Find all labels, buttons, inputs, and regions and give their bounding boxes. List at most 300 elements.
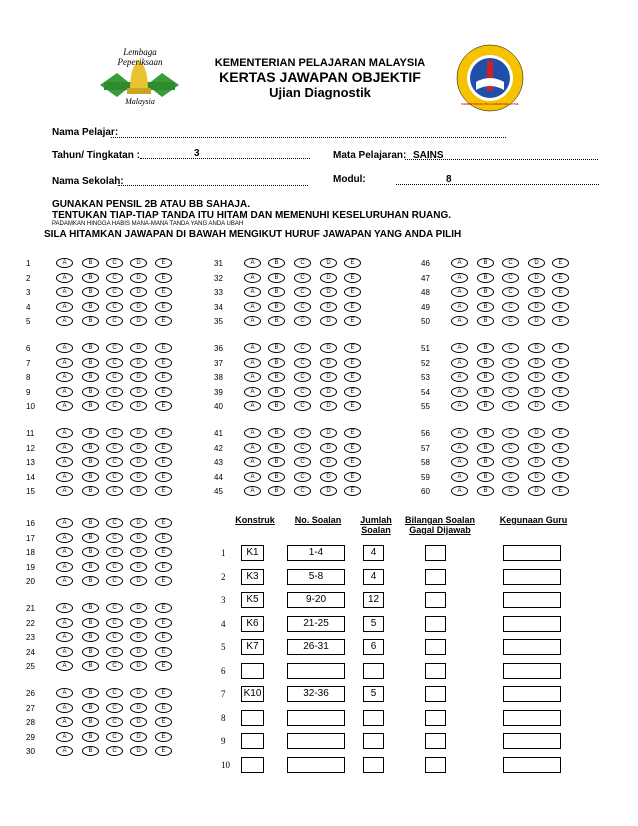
answer-bubble-e[interactable]: E	[155, 547, 172, 557]
answer-bubble-b[interactable]: B	[82, 518, 99, 528]
answer-bubble-e[interactable]: E	[155, 457, 172, 467]
answer-bubble-d[interactable]: D	[528, 443, 545, 453]
answer-bubble-d[interactable]: D	[130, 472, 147, 482]
answer-bubble-c[interactable]: C	[502, 372, 519, 382]
answer-bubble-b[interactable]: B	[82, 302, 99, 312]
answer-bubble-d[interactable]: D	[528, 302, 545, 312]
answer-bubble-c[interactable]: C	[106, 472, 123, 482]
answer-bubble-d[interactable]: D	[130, 518, 147, 528]
answer-bubble-c[interactable]: C	[106, 647, 123, 657]
answer-bubble-d[interactable]: D	[528, 387, 545, 397]
answer-bubble-e[interactable]: E	[155, 518, 172, 528]
answer-bubble-d[interactable]: D	[320, 428, 337, 438]
answer-bubble-c[interactable]: C	[106, 618, 123, 628]
answer-bubble-c[interactable]: C	[294, 287, 311, 297]
answer-bubble-e[interactable]: E	[155, 618, 172, 628]
answer-bubble-d[interactable]: D	[130, 486, 147, 496]
answer-bubble-e[interactable]: E	[344, 358, 361, 368]
answer-bubble-d[interactable]: D	[528, 258, 545, 268]
answer-bubble-d[interactable]: D	[130, 562, 147, 572]
answer-bubble-c[interactable]: C	[106, 576, 123, 586]
answer-bubble-b[interactable]: B	[82, 688, 99, 698]
answer-bubble-d[interactable]: D	[130, 703, 147, 713]
answer-bubble-e[interactable]: E	[155, 443, 172, 453]
answer-bubble-a[interactable]: A	[56, 401, 73, 411]
answer-bubble-a[interactable]: A	[244, 457, 261, 467]
answer-bubble-b[interactable]: B	[82, 703, 99, 713]
answer-bubble-a[interactable]: A	[56, 428, 73, 438]
answer-bubble-b[interactable]: B	[477, 443, 494, 453]
answer-bubble-d[interactable]: D	[130, 343, 147, 353]
answer-bubble-a[interactable]: A	[244, 401, 261, 411]
answer-bubble-e[interactable]: E	[344, 258, 361, 268]
answer-bubble-a[interactable]: A	[244, 316, 261, 326]
answer-bubble-a[interactable]: A	[56, 703, 73, 713]
answer-bubble-d[interactable]: D	[320, 273, 337, 283]
answer-bubble-b[interactable]: B	[268, 401, 285, 411]
answer-bubble-c[interactable]: C	[106, 603, 123, 613]
answer-bubble-b[interactable]: B	[82, 533, 99, 543]
answer-bubble-a[interactable]: A	[56, 472, 73, 482]
answer-bubble-b[interactable]: B	[477, 401, 494, 411]
answer-bubble-d[interactable]: D	[130, 647, 147, 657]
answer-bubble-e[interactable]: E	[344, 287, 361, 297]
answer-bubble-e[interactable]: E	[552, 343, 569, 353]
answer-bubble-a[interactable]: A	[451, 316, 468, 326]
answer-bubble-a[interactable]: A	[451, 343, 468, 353]
answer-bubble-a[interactable]: A	[244, 387, 261, 397]
answer-bubble-d[interactable]: D	[130, 547, 147, 557]
answer-bubble-e[interactable]: E	[155, 661, 172, 671]
answer-bubble-e[interactable]: E	[155, 472, 172, 482]
tahun-field[interactable]	[140, 158, 310, 159]
answer-bubble-e[interactable]: E	[344, 428, 361, 438]
answer-bubble-a[interactable]: A	[56, 387, 73, 397]
answer-bubble-e[interactable]: E	[344, 457, 361, 467]
answer-bubble-a[interactable]: A	[56, 603, 73, 613]
answer-bubble-c[interactable]: C	[106, 401, 123, 411]
answer-bubble-d[interactable]: D	[130, 428, 147, 438]
answer-bubble-b[interactable]: B	[82, 647, 99, 657]
answer-bubble-c[interactable]: C	[502, 401, 519, 411]
answer-bubble-e[interactable]: E	[155, 372, 172, 382]
answer-bubble-d[interactable]: D	[130, 576, 147, 586]
answer-bubble-b[interactable]: B	[268, 287, 285, 297]
answer-bubble-d[interactable]: D	[130, 443, 147, 453]
answer-bubble-d[interactable]: D	[130, 316, 147, 326]
answer-bubble-c[interactable]: C	[502, 387, 519, 397]
bilangan-gagal-cell[interactable]	[425, 545, 446, 561]
answer-bubble-b[interactable]: B	[82, 401, 99, 411]
answer-bubble-a[interactable]: A	[56, 343, 73, 353]
answer-bubble-a[interactable]: A	[56, 746, 73, 756]
answer-bubble-d[interactable]: D	[528, 401, 545, 411]
answer-bubble-d[interactable]: D	[130, 401, 147, 411]
answer-bubble-d[interactable]: D	[320, 457, 337, 467]
answer-bubble-c[interactable]: C	[106, 562, 123, 572]
bilangan-gagal-cell[interactable]	[425, 639, 446, 655]
answer-bubble-b[interactable]: B	[477, 472, 494, 482]
answer-bubble-b[interactable]: B	[477, 316, 494, 326]
answer-bubble-a[interactable]: A	[451, 273, 468, 283]
answer-bubble-a[interactable]: A	[56, 258, 73, 268]
answer-bubble-c[interactable]: C	[106, 703, 123, 713]
answer-bubble-a[interactable]: A	[56, 302, 73, 312]
answer-bubble-e[interactable]: E	[552, 316, 569, 326]
answer-bubble-d[interactable]: D	[528, 428, 545, 438]
answer-bubble-d[interactable]: D	[320, 387, 337, 397]
answer-bubble-d[interactable]: D	[130, 732, 147, 742]
answer-bubble-a[interactable]: A	[451, 358, 468, 368]
answer-bubble-e[interactable]: E	[155, 302, 172, 312]
answer-bubble-e[interactable]: E	[344, 401, 361, 411]
answer-bubble-d[interactable]: D	[130, 688, 147, 698]
answer-bubble-a[interactable]: A	[244, 428, 261, 438]
answer-bubble-a[interactable]: A	[56, 358, 73, 368]
answer-bubble-a[interactable]: A	[56, 562, 73, 572]
answer-bubble-c[interactable]: C	[294, 273, 311, 283]
answer-bubble-b[interactable]: B	[82, 316, 99, 326]
answer-bubble-e[interactable]: E	[155, 343, 172, 353]
answer-bubble-d[interactable]: D	[320, 343, 337, 353]
answer-bubble-e[interactable]: E	[155, 703, 172, 713]
answer-bubble-e[interactable]: E	[552, 457, 569, 467]
answer-bubble-a[interactable]: A	[56, 287, 73, 297]
answer-bubble-a[interactable]: A	[56, 732, 73, 742]
answer-bubble-a[interactable]: A	[56, 576, 73, 586]
answer-bubble-e[interactable]: E	[155, 576, 172, 586]
answer-bubble-b[interactable]: B	[268, 273, 285, 283]
answer-bubble-b[interactable]: B	[477, 358, 494, 368]
answer-bubble-a[interactable]: A	[56, 457, 73, 467]
answer-bubble-a[interactable]: A	[451, 428, 468, 438]
answer-bubble-c[interactable]: C	[106, 688, 123, 698]
answer-bubble-d[interactable]: D	[528, 287, 545, 297]
answer-bubble-b[interactable]: B	[82, 717, 99, 727]
answer-bubble-b[interactable]: B	[477, 287, 494, 297]
answer-bubble-c[interactable]: C	[106, 486, 123, 496]
answer-bubble-b[interactable]: B	[268, 472, 285, 482]
answer-bubble-b[interactable]: B	[268, 443, 285, 453]
answer-bubble-b[interactable]: B	[268, 258, 285, 268]
answer-bubble-b[interactable]: B	[477, 273, 494, 283]
answer-bubble-d[interactable]: D	[528, 472, 545, 482]
answer-bubble-e[interactable]: E	[155, 401, 172, 411]
answer-bubble-e[interactable]: E	[344, 486, 361, 496]
answer-bubble-a[interactable]: A	[451, 457, 468, 467]
answer-bubble-e[interactable]: E	[344, 302, 361, 312]
answer-bubble-c[interactable]: C	[106, 287, 123, 297]
answer-bubble-a[interactable]: A	[244, 472, 261, 482]
answer-bubble-d[interactable]: D	[320, 302, 337, 312]
answer-bubble-e[interactable]: E	[155, 273, 172, 283]
answer-bubble-d[interactable]: D	[320, 443, 337, 453]
bilangan-gagal-cell[interactable]	[425, 569, 446, 585]
answer-bubble-e[interactable]: E	[155, 562, 172, 572]
answer-bubble-a[interactable]: A	[244, 343, 261, 353]
answer-bubble-b[interactable]: B	[82, 258, 99, 268]
answer-bubble-c[interactable]: C	[294, 343, 311, 353]
answer-bubble-a[interactable]: A	[56, 273, 73, 283]
answer-bubble-c[interactable]: C	[294, 302, 311, 312]
answer-bubble-e[interactable]: E	[552, 358, 569, 368]
answer-bubble-a[interactable]: A	[451, 372, 468, 382]
answer-bubble-a[interactable]: A	[56, 717, 73, 727]
answer-bubble-d[interactable]: D	[130, 632, 147, 642]
answer-bubble-d[interactable]: D	[130, 358, 147, 368]
answer-bubble-d[interactable]: D	[528, 457, 545, 467]
answer-bubble-e[interactable]: E	[552, 273, 569, 283]
answer-bubble-e[interactable]: E	[155, 486, 172, 496]
answer-bubble-c[interactable]: C	[106, 533, 123, 543]
answer-bubble-c[interactable]: C	[294, 387, 311, 397]
answer-bubble-c[interactable]: C	[502, 457, 519, 467]
answer-bubble-c[interactable]: C	[294, 486, 311, 496]
answer-bubble-d[interactable]: D	[130, 618, 147, 628]
answer-bubble-d[interactable]: D	[320, 372, 337, 382]
answer-bubble-c[interactable]: C	[294, 457, 311, 467]
answer-bubble-e[interactable]: E	[155, 258, 172, 268]
answer-bubble-c[interactable]: C	[502, 316, 519, 326]
answer-bubble-a[interactable]: A	[56, 688, 73, 698]
answer-bubble-d[interactable]: D	[320, 316, 337, 326]
answer-bubble-c[interactable]: C	[106, 717, 123, 727]
answer-bubble-e[interactable]: E	[552, 387, 569, 397]
answer-bubble-d[interactable]: D	[130, 273, 147, 283]
answer-bubble-a[interactable]: A	[244, 372, 261, 382]
answer-bubble-b[interactable]: B	[477, 486, 494, 496]
answer-bubble-b[interactable]: B	[82, 562, 99, 572]
answer-bubble-a[interactable]: A	[244, 273, 261, 283]
answer-bubble-e[interactable]: E	[552, 258, 569, 268]
answer-bubble-b[interactable]: B	[477, 372, 494, 382]
bilangan-gagal-cell[interactable]	[425, 733, 446, 749]
answer-bubble-b[interactable]: B	[82, 343, 99, 353]
answer-bubble-a[interactable]: A	[56, 618, 73, 628]
answer-bubble-b[interactable]: B	[82, 287, 99, 297]
answer-bubble-e[interactable]: E	[155, 387, 172, 397]
answer-bubble-b[interactable]: B	[82, 576, 99, 586]
kegunaan-guru-cell[interactable]	[503, 686, 561, 702]
answer-bubble-a[interactable]: A	[451, 486, 468, 496]
answer-bubble-e[interactable]: E	[155, 358, 172, 368]
answer-bubble-e[interactable]: E	[552, 287, 569, 297]
answer-bubble-d[interactable]: D	[320, 258, 337, 268]
answer-bubble-c[interactable]: C	[502, 428, 519, 438]
answer-bubble-a[interactable]: A	[56, 316, 73, 326]
answer-bubble-b[interactable]: B	[82, 746, 99, 756]
answer-bubble-a[interactable]: A	[244, 486, 261, 496]
answer-bubble-d[interactable]: D	[130, 387, 147, 397]
answer-bubble-b[interactable]: B	[82, 428, 99, 438]
answer-bubble-e[interactable]: E	[552, 372, 569, 382]
answer-bubble-c[interactable]: C	[502, 358, 519, 368]
answer-bubble-c[interactable]: C	[502, 258, 519, 268]
answer-bubble-d[interactable]: D	[528, 486, 545, 496]
answer-bubble-e[interactable]: E	[552, 428, 569, 438]
answer-bubble-d[interactable]: D	[130, 372, 147, 382]
answer-bubble-a[interactable]: A	[451, 287, 468, 297]
bilangan-gagal-cell[interactable]	[425, 757, 446, 773]
answer-bubble-e[interactable]: E	[344, 343, 361, 353]
answer-bubble-c[interactable]: C	[106, 746, 123, 756]
answer-bubble-b[interactable]: B	[477, 302, 494, 312]
answer-bubble-a[interactable]: A	[244, 358, 261, 368]
answer-bubble-d[interactable]: D	[528, 343, 545, 353]
kegunaan-guru-cell[interactable]	[503, 545, 561, 561]
answer-bubble-b[interactable]: B	[82, 632, 99, 642]
answer-bubble-b[interactable]: B	[268, 457, 285, 467]
answer-bubble-a[interactable]: A	[56, 632, 73, 642]
answer-bubble-b[interactable]: B	[477, 428, 494, 438]
answer-bubble-c[interactable]: C	[106, 343, 123, 353]
answer-bubble-c[interactable]: C	[106, 302, 123, 312]
answer-bubble-b[interactable]: B	[268, 343, 285, 353]
answer-bubble-b[interactable]: B	[268, 358, 285, 368]
answer-bubble-b[interactable]: B	[82, 273, 99, 283]
answer-bubble-b[interactable]: B	[477, 387, 494, 397]
answer-bubble-d[interactable]: D	[130, 457, 147, 467]
answer-bubble-d[interactable]: D	[130, 258, 147, 268]
answer-bubble-c[interactable]: C	[294, 316, 311, 326]
answer-bubble-b[interactable]: B	[268, 372, 285, 382]
answer-bubble-e[interactable]: E	[155, 732, 172, 742]
answer-bubble-c[interactable]: C	[106, 358, 123, 368]
answer-bubble-e[interactable]: E	[344, 316, 361, 326]
answer-bubble-d[interactable]: D	[130, 287, 147, 297]
answer-bubble-c[interactable]: C	[106, 273, 123, 283]
answer-bubble-c[interactable]: C	[106, 547, 123, 557]
answer-bubble-b[interactable]: B	[82, 372, 99, 382]
bilangan-gagal-cell[interactable]	[425, 592, 446, 608]
answer-bubble-a[interactable]: A	[451, 258, 468, 268]
answer-bubble-c[interactable]: C	[106, 518, 123, 528]
answer-bubble-c[interactable]: C	[106, 457, 123, 467]
answer-bubble-e[interactable]: E	[552, 443, 569, 453]
answer-bubble-d[interactable]: D	[320, 472, 337, 482]
answer-bubble-d[interactable]: D	[528, 372, 545, 382]
answer-bubble-e[interactable]: E	[155, 632, 172, 642]
kegunaan-guru-cell[interactable]	[503, 710, 561, 726]
nama-sekolah-field[interactable]	[118, 185, 308, 186]
answer-bubble-d[interactable]: D	[320, 287, 337, 297]
kegunaan-guru-cell[interactable]	[503, 757, 561, 773]
modul-field[interactable]	[396, 184, 599, 185]
answer-bubble-b[interactable]: B	[82, 618, 99, 628]
answer-bubble-c[interactable]: C	[106, 316, 123, 326]
answer-bubble-a[interactable]: A	[244, 287, 261, 297]
answer-bubble-c[interactable]: C	[502, 302, 519, 312]
answer-bubble-c[interactable]: C	[502, 287, 519, 297]
kegunaan-guru-cell[interactable]	[503, 616, 561, 632]
answer-bubble-b[interactable]: B	[82, 443, 99, 453]
answer-bubble-b[interactable]: B	[82, 457, 99, 467]
kegunaan-guru-cell[interactable]	[503, 733, 561, 749]
answer-bubble-e[interactable]: E	[552, 472, 569, 482]
answer-bubble-c[interactable]: C	[106, 428, 123, 438]
answer-bubble-b[interactable]: B	[82, 486, 99, 496]
answer-bubble-a[interactable]: A	[56, 647, 73, 657]
answer-bubble-a[interactable]: A	[244, 443, 261, 453]
answer-bubble-d[interactable]: D	[130, 717, 147, 727]
answer-bubble-c[interactable]: C	[106, 443, 123, 453]
answer-bubble-c[interactable]: C	[106, 387, 123, 397]
answer-bubble-c[interactable]: C	[106, 661, 123, 671]
answer-bubble-a[interactable]: A	[451, 387, 468, 397]
answer-bubble-e[interactable]: E	[155, 603, 172, 613]
answer-bubble-c[interactable]: C	[106, 372, 123, 382]
answer-bubble-b[interactable]: B	[268, 486, 285, 496]
bilangan-gagal-cell[interactable]	[425, 686, 446, 702]
answer-bubble-c[interactable]: C	[294, 443, 311, 453]
answer-bubble-c[interactable]: C	[502, 486, 519, 496]
answer-bubble-b[interactable]: B	[82, 358, 99, 368]
answer-bubble-b[interactable]: B	[82, 547, 99, 557]
answer-bubble-c[interactable]: C	[502, 343, 519, 353]
kegunaan-guru-cell[interactable]	[503, 663, 561, 679]
answer-bubble-e[interactable]: E	[344, 387, 361, 397]
answer-bubble-b[interactable]: B	[268, 428, 285, 438]
answer-bubble-a[interactable]: A	[56, 518, 73, 528]
answer-bubble-c[interactable]: C	[106, 258, 123, 268]
answer-bubble-e[interactable]: E	[552, 401, 569, 411]
answer-bubble-a[interactable]: A	[56, 372, 73, 382]
answer-bubble-c[interactable]: C	[294, 472, 311, 482]
answer-bubble-d[interactable]: D	[320, 486, 337, 496]
answer-bubble-b[interactable]: B	[82, 661, 99, 671]
answer-bubble-b[interactable]: B	[82, 603, 99, 613]
answer-bubble-a[interactable]: A	[451, 443, 468, 453]
answer-bubble-b[interactable]: B	[268, 387, 285, 397]
answer-bubble-b[interactable]: B	[82, 732, 99, 742]
answer-bubble-a[interactable]: A	[451, 302, 468, 312]
kegunaan-guru-cell[interactable]	[503, 592, 561, 608]
answer-bubble-a[interactable]: A	[56, 443, 73, 453]
answer-bubble-d[interactable]: D	[320, 358, 337, 368]
answer-bubble-a[interactable]: A	[56, 547, 73, 557]
answer-bubble-d[interactable]: D	[528, 273, 545, 283]
answer-bubble-e[interactable]: E	[155, 533, 172, 543]
answer-bubble-a[interactable]: A	[56, 533, 73, 543]
answer-bubble-c[interactable]: C	[294, 358, 311, 368]
answer-bubble-d[interactable]: D	[130, 603, 147, 613]
answer-bubble-e[interactable]: E	[552, 486, 569, 496]
answer-bubble-d[interactable]: D	[130, 661, 147, 671]
answer-bubble-e[interactable]: E	[155, 746, 172, 756]
answer-bubble-e[interactable]: E	[155, 287, 172, 297]
answer-bubble-e[interactable]: E	[552, 302, 569, 312]
answer-bubble-c[interactable]: C	[502, 443, 519, 453]
answer-bubble-d[interactable]: D	[320, 401, 337, 411]
kegunaan-guru-cell[interactable]	[503, 639, 561, 655]
answer-bubble-b[interactable]: B	[268, 302, 285, 312]
answer-bubble-b[interactable]: B	[477, 343, 494, 353]
answer-bubble-e[interactable]: E	[155, 428, 172, 438]
answer-bubble-e[interactable]: E	[344, 273, 361, 283]
answer-bubble-e[interactable]: E	[155, 647, 172, 657]
bilangan-gagal-cell[interactable]	[425, 663, 446, 679]
answer-bubble-c[interactable]: C	[294, 258, 311, 268]
answer-bubble-c[interactable]: C	[294, 401, 311, 411]
answer-bubble-e[interactable]: E	[344, 443, 361, 453]
answer-bubble-d[interactable]: D	[528, 316, 545, 326]
answer-bubble-e[interactable]: E	[155, 316, 172, 326]
answer-bubble-c[interactable]: C	[294, 372, 311, 382]
answer-bubble-d[interactable]: D	[528, 358, 545, 368]
nama-pelajar-field[interactable]	[111, 137, 506, 138]
answer-bubble-c[interactable]: C	[106, 732, 123, 742]
answer-bubble-b[interactable]: B	[82, 387, 99, 397]
